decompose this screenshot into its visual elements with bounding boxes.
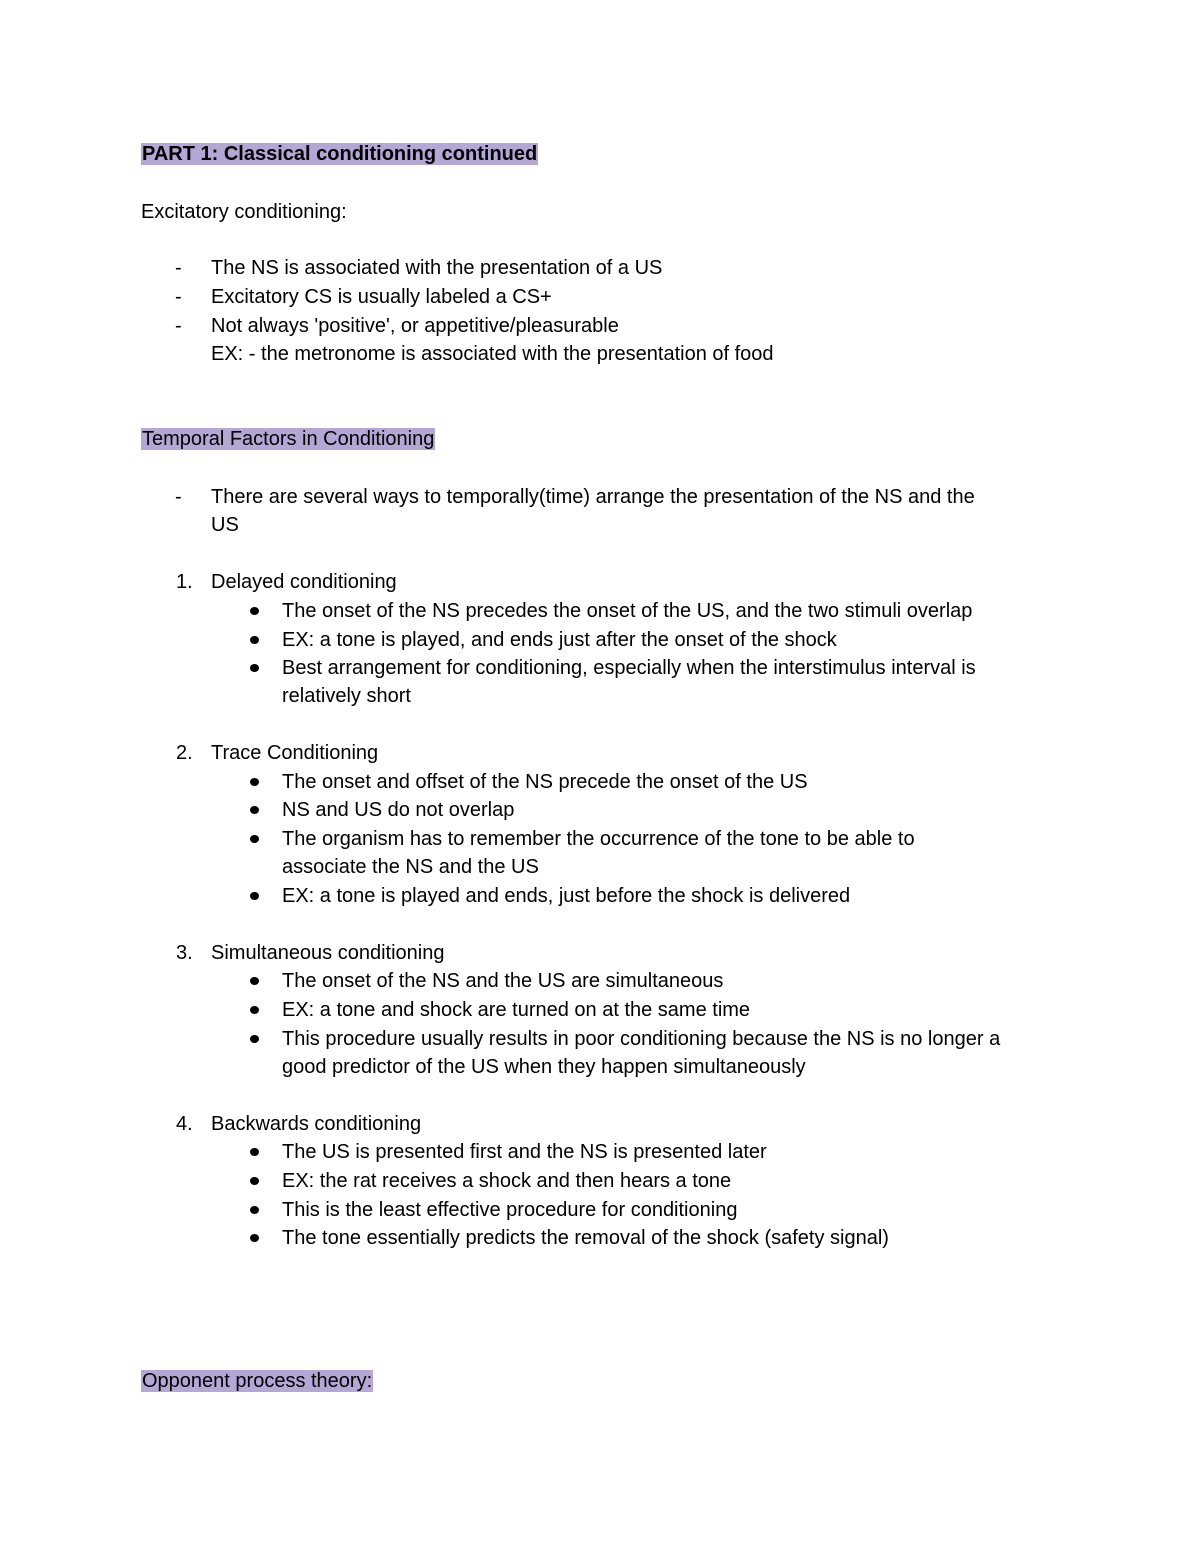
bullet-icon: [250, 607, 259, 615]
excitatory-item: Excitatory CS is usually labeled a CS+: [211, 286, 552, 308]
list-number: 2.: [176, 742, 193, 764]
opponent-heading-highlight: Opponent process theory:: [142, 1370, 373, 1392]
section-title: Trace Conditioning: [211, 742, 379, 764]
bullet-icon: [250, 1177, 259, 1185]
bullet-icon: [250, 1148, 259, 1156]
list-number: 3.: [176, 942, 193, 964]
bullet-icon: [250, 636, 259, 644]
bullet-text: This procedure usually results in poor conditioning because the NS is no longer a: [282, 1028, 1001, 1050]
bullet-text: The onset of the NS precedes the onset of the US, and the two stimuli overlap: [282, 600, 973, 622]
page-title: [141, 140, 538, 168]
bullet-text: This is the least effective procedure for conditioning: [282, 1199, 738, 1221]
temporal-intro-line: US: [211, 514, 239, 536]
bullet-icon: [250, 806, 259, 814]
section-title: Backwards conditioning: [211, 1113, 422, 1135]
list-number: 4.: [176, 1113, 193, 1135]
temporal-heading-highlight: Temporal Factors in Conditioning: [142, 428, 435, 450]
bullet-text: The onset of the NS and the US are simultaneous: [282, 970, 724, 992]
bullet-icon: [250, 835, 259, 843]
temporal-intro-line: There are several ways to temporally(time) arrange the presentation of the NS and the: [211, 486, 975, 508]
dash-marker: -: [175, 286, 182, 308]
temporal-heading: [141, 425, 435, 453]
bullet-icon: [250, 977, 259, 985]
bullet-icon: [250, 892, 259, 900]
bullet-text-continued: good predictor of the US when they happen simultaneously: [282, 1056, 806, 1078]
bullet-icon: [250, 1206, 259, 1214]
bullet-text-continued: associate the NS and the US: [282, 856, 539, 878]
list-number: 1.: [176, 571, 193, 593]
excitatory-heading: Excitatory conditioning:: [141, 201, 347, 223]
dash-marker: -: [175, 315, 182, 337]
bullet-text: The US is presented first and the NS is presented later: [282, 1141, 767, 1163]
bullet-icon: [250, 1234, 259, 1242]
excitatory-example: EX: - the metronome is associated with the presentation of food: [211, 343, 774, 365]
bullet-text: NS and US do not overlap: [282, 799, 515, 821]
bullet-icon: [250, 1006, 259, 1014]
bullet-text-continued: relatively short: [282, 685, 411, 707]
bullet-text: EX: a tone and shock are turned on at the same time: [282, 999, 751, 1021]
bullet-text: EX: the rat receives a shock and then hears a tone: [282, 1170, 732, 1192]
bullet-text: Best arrangement for conditioning, especially when the interstimulus interval is: [282, 657, 976, 679]
section-title: Simultaneous conditioning: [211, 942, 445, 964]
opponent-heading: [141, 1367, 373, 1395]
dash-marker: -: [175, 486, 182, 508]
bullet-icon: [250, 778, 259, 786]
bullet-text: EX: a tone is played, and ends just after the onset of the shock: [282, 629, 837, 651]
title-highlight: PART 1: Classical conditioning continued: [142, 143, 538, 165]
bullet-text: The organism has to remember the occurrence of the tone to be able to: [282, 828, 915, 850]
bullet-text: The tone essentially predicts the removal of the shock (safety signal): [282, 1227, 889, 1249]
dash-marker: -: [175, 257, 182, 279]
section-title: Delayed conditioning: [211, 571, 397, 593]
bullet-text: EX: a tone is played and ends, just before the shock is delivered: [282, 885, 851, 907]
bullet-text: The onset and offset of the NS precede the onset of the US: [282, 771, 808, 793]
bullet-icon: [250, 1035, 259, 1043]
bullet-icon: [250, 664, 259, 672]
excitatory-item: The NS is associated with the presentation of a US: [211, 257, 663, 279]
excitatory-item: Not always 'positive', or appetitive/pleasurable: [211, 315, 619, 337]
